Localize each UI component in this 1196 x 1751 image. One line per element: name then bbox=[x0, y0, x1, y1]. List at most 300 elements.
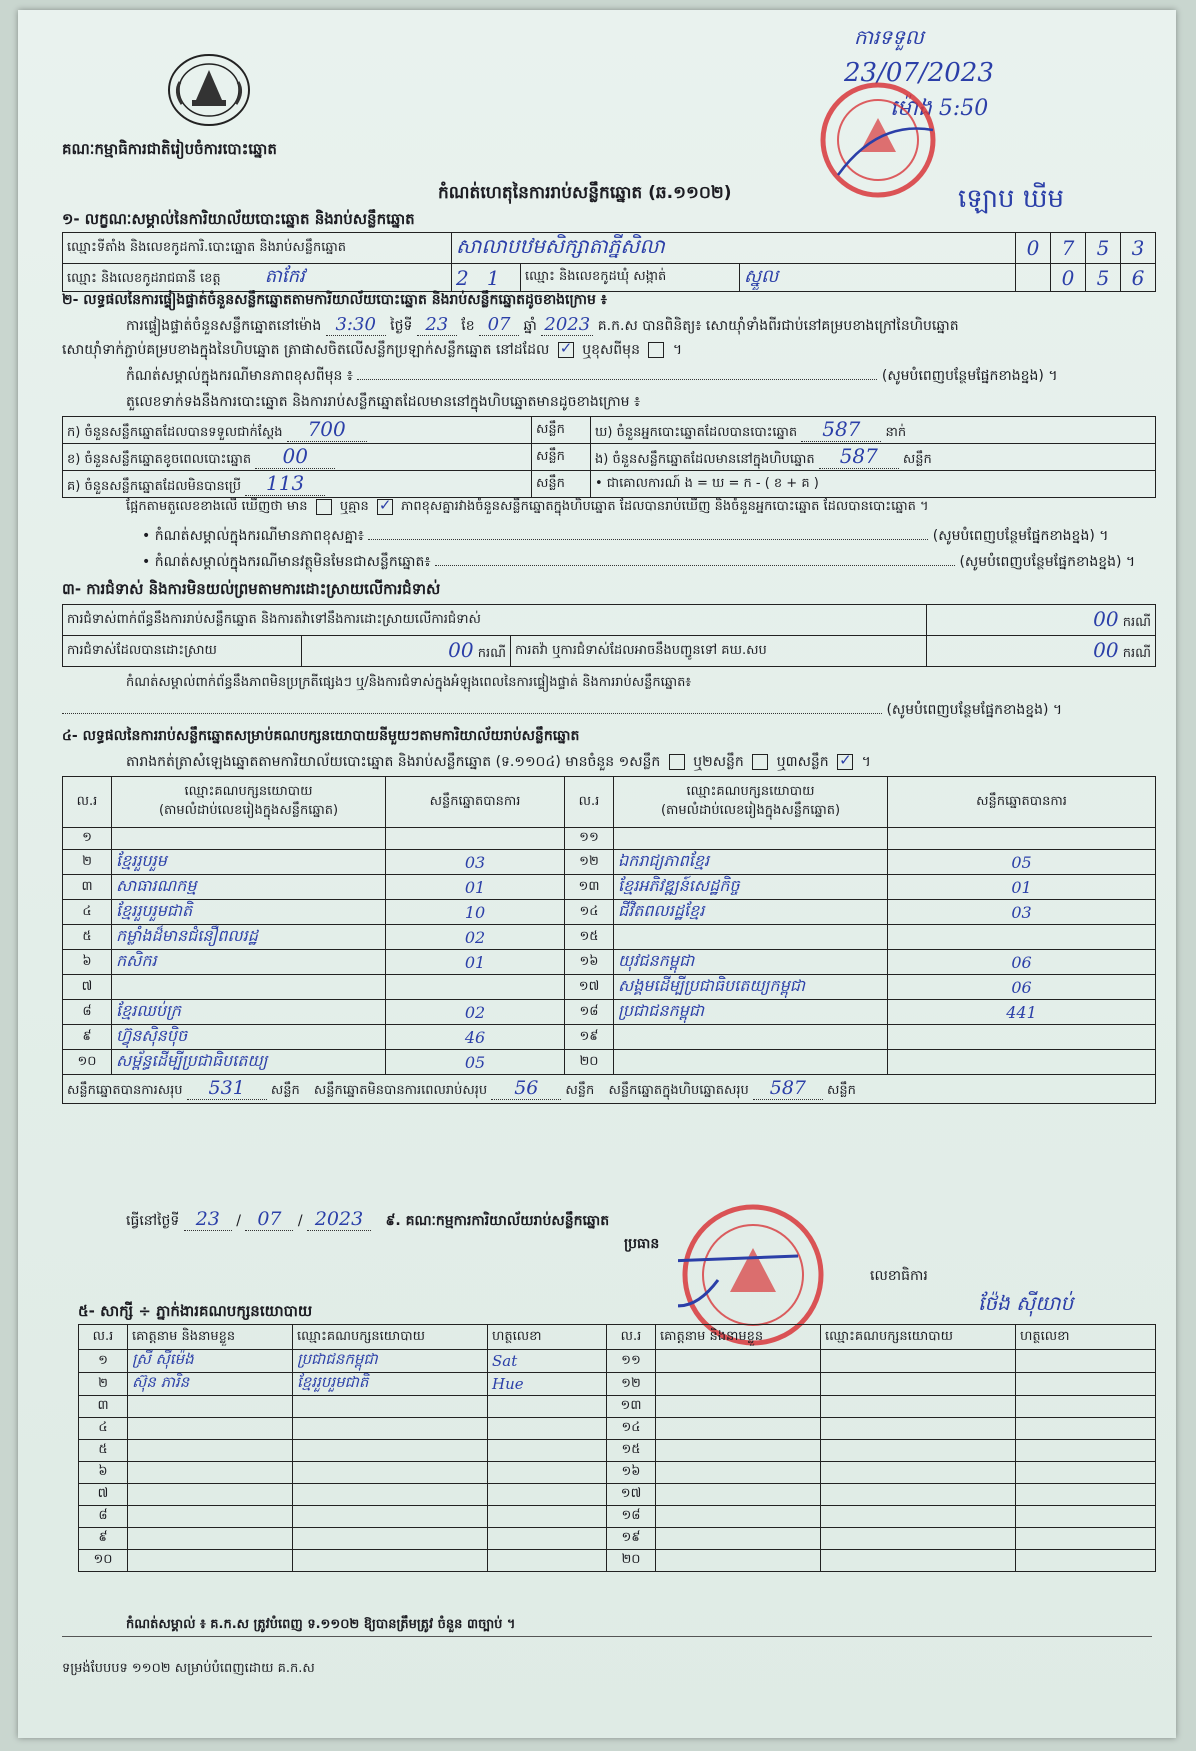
witness-row-number: ៦ bbox=[79, 1462, 128, 1484]
done-on-label: ធ្វើនៅថ្ងៃទី bbox=[126, 1213, 180, 1229]
figure-d-label-text: ឃ) ចំនួនអ្នកបោះឆ្នោតដែលបានបោះឆ្នោត bbox=[595, 425, 798, 440]
done-on-line: ធ្វើនៅថ្ងៃទី 23 / 07 / 2023 ៩. គណៈកម្មការការិយាល័យរាប់សន្លឹកឆ្នោត bbox=[126, 1208, 610, 1230]
month-label: ខែ bbox=[461, 318, 475, 334]
party-row-number: ៨ bbox=[63, 1000, 112, 1025]
province-code bbox=[452, 264, 521, 292]
no-difference-text: ឬគ្មាន bbox=[339, 499, 369, 514]
witness-name bbox=[656, 1373, 821, 1396]
witness-name bbox=[656, 1550, 821, 1572]
forwarded-unit: ករណី bbox=[1122, 646, 1151, 661]
witness-signature bbox=[1016, 1484, 1156, 1506]
total-invalid-unit: សន្លឹក bbox=[565, 1083, 595, 1098]
figure-b-label bbox=[63, 444, 532, 471]
witness-party bbox=[821, 1506, 1016, 1528]
objection-note: កំណត់សម្គាល់ពាក់ព័ន្ធនឹងភាពមិនប្រក្រតីផ្សេងៗ ឬ/និងការជំទាស់ក្នុងអំឡុងពេលនៃការផ្ទៀងផ្ទាត់ និងការរាប់សន្លឹកឆ្នោត៖ bbox=[126, 675, 692, 690]
witness-name bbox=[656, 1418, 821, 1440]
party-row-number: ១០ bbox=[63, 1050, 112, 1075]
witness-row-number: ២ bbox=[79, 1373, 128, 1396]
witness-signature bbox=[488, 1550, 607, 1572]
figure-b-value: 00 bbox=[255, 444, 335, 469]
form-sheet bbox=[18, 10, 1176, 1738]
blank-cell bbox=[1016, 264, 1051, 292]
commune-code-digit: 0 bbox=[1051, 264, 1086, 292]
witness-signature bbox=[488, 1506, 607, 1528]
witness-party bbox=[293, 1462, 488, 1484]
one-sheet-checkbox[interactable] bbox=[669, 754, 685, 770]
table-row bbox=[79, 1506, 1156, 1528]
seal-line: សោយ៉ាំទាក់ភ្ជាប់គម្របខាងក្នុងនៃហិបឆ្នោត ត្រាផាសចិតលើសន្លឹកប្រឡាក់សន្លឹកឆ្នោត នៅដដែល ✓ ឬខុសពីមុន ។ bbox=[62, 340, 682, 361]
party-row-number: ១៨ bbox=[565, 1000, 614, 1025]
province-code-digit: 1 bbox=[486, 265, 500, 290]
witness-table bbox=[78, 1324, 1156, 1572]
col-name-header: គោត្តនាម និងនាមខ្លួន bbox=[656, 1325, 821, 1350]
location-label: ឈ្មោះទីតាំង និងលេខកូដការិ.បោះឆ្នោត និងរាប់សន្លឹកឆ្នោត bbox=[63, 233, 452, 264]
verification-line bbox=[126, 314, 959, 337]
witness-signature: Hue bbox=[488, 1373, 607, 1396]
fake-note-label: • កំណត់សម្គាល់ក្នុងករណីមានវត្ថុមិនមែនជាសន្លឹកឆ្នោត៖ bbox=[142, 554, 431, 570]
party-row-number: ១៥ bbox=[565, 925, 614, 950]
table-row bbox=[79, 1484, 1156, 1506]
province-value: តាកែវ bbox=[264, 266, 305, 287]
party-votes: 01 bbox=[888, 875, 1156, 900]
table-row bbox=[63, 850, 1156, 875]
table-row bbox=[63, 925, 1156, 950]
table-row bbox=[63, 950, 1156, 975]
section2-title: ២- លទ្ធផលនៃការផ្ទៀងផ្ទាត់ចំនួនសន្លឹកឆ្នោតតាមការិយាល័យបោះឆ្នោត និងរាប់សន្លឹកឆ្នោតដូចខាងក្រោម ៖ bbox=[62, 292, 607, 308]
witness-row-number: ១ bbox=[79, 1350, 128, 1373]
total-box-unit: សន្លឹក bbox=[827, 1083, 856, 1098]
witness-row-number: ១១ bbox=[607, 1350, 656, 1373]
witness-signature bbox=[1016, 1528, 1156, 1550]
resolved-count-cell bbox=[302, 636, 511, 667]
witness-row-number: ៣ bbox=[79, 1396, 128, 1418]
total-valid-label: សន្លឹកឆ្នោតបានការសរុប bbox=[67, 1083, 183, 1098]
col-no-header: ល.រ bbox=[63, 777, 112, 828]
total-invalid-label: សន្លឹកឆ្នោតមិនបានការពេលរាប់សរុប bbox=[313, 1083, 488, 1098]
party-row-number: ២០ bbox=[565, 1050, 614, 1075]
witness-name: ស្រី ស៊ីម៉េង bbox=[128, 1350, 293, 1373]
party-votes: 01 bbox=[386, 950, 565, 975]
party-votes bbox=[386, 828, 565, 850]
witness-party: ខ្មែររួបរួមជាតិ bbox=[293, 1373, 488, 1396]
attachment-line: តារាងកត់ត្រាសំឡេងឆ្នោតតាមការិយាល័យបោះឆ្នោត និងរាប់សន្លឹកឆ្នោត (ទ.១១០៤) មានចំនួន ១សន្លឹក ឬ២សន្លឹក ឬ៣សន្លឹក ✓ ។ bbox=[126, 752, 871, 773]
party-row-number: ២ bbox=[63, 850, 112, 875]
party-row-number: ១៧ bbox=[565, 975, 614, 1000]
witness-party bbox=[821, 1440, 1016, 1462]
witness-row-number: ១៥ bbox=[607, 1440, 656, 1462]
table-row bbox=[63, 1000, 1156, 1025]
witness-signature bbox=[1016, 1506, 1156, 1528]
figure-c-label-text: គ) ចំនួនសន្លឹកឆ្នោតដែលមិនបានប្រើ bbox=[67, 479, 241, 494]
party-votes: 01 bbox=[386, 875, 565, 900]
totals-row bbox=[63, 1075, 1156, 1104]
witness-party bbox=[821, 1373, 1016, 1396]
witness-signature bbox=[1016, 1462, 1156, 1484]
party-votes: 05 bbox=[888, 850, 1156, 875]
verification-suffix: គ.ក.ស បានពិនិត្យ៖ សោយ៉ាំទាំងពីរជាប់នៅគម្របខាងក្រៅនៃហិបឆ្នោត bbox=[597, 318, 959, 334]
col-party-header: ឈ្មោះគណបក្សនយោបាយ bbox=[821, 1325, 1016, 1350]
commune-code-digit: 5 bbox=[1086, 264, 1121, 292]
objection-count: 00 bbox=[1093, 607, 1119, 631]
figure-a-label bbox=[63, 417, 532, 444]
party-name bbox=[614, 828, 888, 850]
col-no-header: ល.រ bbox=[79, 1325, 128, 1350]
party-row-number: ១២ bbox=[565, 850, 614, 875]
attachment-text: តារាងកត់ត្រាសំឡេងឆ្នោតតាមការិយាល័យបោះឆ្នោត និងរាប់សន្លឹកឆ្នោត (ទ.១១០៤) មានចំនួន ១សន្លឹក bbox=[126, 754, 661, 770]
reception-date: 23/07/2023 bbox=[844, 58, 994, 88]
witness-party bbox=[293, 1528, 488, 1550]
objection-note-line bbox=[62, 700, 1152, 721]
witness-name bbox=[656, 1396, 821, 1418]
verification-hour: 3:30 bbox=[326, 314, 386, 336]
party-votes bbox=[888, 925, 1156, 950]
objection-count-cell bbox=[927, 605, 1156, 636]
done-day: 23 bbox=[184, 1208, 232, 1231]
col-sign-header: ហត្ថលេខា bbox=[1016, 1325, 1156, 1350]
col-sign-header: ហត្ថលេខា bbox=[488, 1325, 607, 1350]
witness-signature bbox=[1016, 1396, 1156, 1418]
figure-c-unit: សន្លឹក bbox=[532, 471, 591, 498]
footer-divider bbox=[62, 1636, 1152, 1637]
table-row bbox=[63, 828, 1156, 850]
col-party-title: ឈ្មោះគណបក្សនយោបាយ bbox=[184, 784, 313, 799]
col-votes-header: សន្លឹកឆ្នោតបានការ bbox=[386, 777, 565, 828]
witness-party bbox=[821, 1396, 1016, 1418]
reception-number: ការទទួល bbox=[854, 25, 924, 49]
done-month: 07 bbox=[245, 1208, 293, 1231]
col-party-subtitle: (តាមលំដាប់លេខរៀងក្នុងសន្លឹកឆ្នោត) bbox=[158, 803, 339, 818]
party-row-number: ៣ bbox=[63, 875, 112, 900]
commune-value: ស្នួល bbox=[740, 264, 1016, 292]
no-difference-checkbox[interactable] bbox=[377, 499, 393, 515]
location-code-digit: 5 bbox=[1086, 233, 1121, 264]
figure-d-value: 587 bbox=[801, 417, 881, 442]
reception-stamp bbox=[818, 80, 938, 200]
table-row bbox=[63, 900, 1156, 925]
compare-rest-text: ភាពខុសគ្នារវាងចំនួនសន្លឹកឆ្នោតក្នុងហិបឆ្នោត ដែលបានរាប់ឃើញ និងចំនួនអ្នកបោះឆ្នោត ដែលបានបោះឆ្នោត ។ bbox=[401, 499, 929, 514]
province-label bbox=[63, 264, 452, 292]
party-name bbox=[112, 828, 386, 850]
witness-party bbox=[293, 1484, 488, 1506]
witness-party bbox=[821, 1484, 1016, 1506]
witness-row-number: ១២ bbox=[607, 1373, 656, 1396]
unchanged-checkbox[interactable] bbox=[558, 342, 574, 358]
witness-party bbox=[821, 1418, 1016, 1440]
figure-c-label bbox=[63, 471, 532, 498]
verification-year: 2023 bbox=[541, 314, 593, 336]
section3-title: ៣- ការជំទាស់ និងការមិនយល់ព្រមតាមការដោះស្រាយលើការជំទាស់ bbox=[62, 580, 441, 598]
party-name: ឯករាជ្យភាពខ្មែរ bbox=[614, 850, 888, 875]
figure-e-label bbox=[591, 444, 1156, 471]
witness-party bbox=[821, 1350, 1016, 1373]
fill-more-text: (សូមបំពេញបន្ថែមផ្នែកខាងខ្នង) ។ bbox=[959, 554, 1136, 570]
section5-title: ៥- សាក្សី ÷ ភ្នាក់ងារគណបក្សនយោបាយ bbox=[78, 1302, 313, 1320]
witness-party: ប្រជាជនកម្ពុជា bbox=[293, 1350, 488, 1373]
table-row bbox=[79, 1440, 1156, 1462]
figure-a-value: 700 bbox=[287, 417, 367, 442]
three-sheets-text: ឬ៣សន្លឹក bbox=[776, 754, 829, 770]
figure-d-label bbox=[591, 417, 1156, 444]
objection-unit: ករណី bbox=[1122, 615, 1151, 630]
witness-signature bbox=[1016, 1418, 1156, 1440]
figure-e-label-text: ង) ចំនួនសន្លឹកឆ្នោតដែលមាននៅក្នុងហិបឆ្នោត bbox=[595, 452, 815, 467]
two-sheets-text: ឬ២សន្លឹក bbox=[693, 754, 744, 770]
location-value: សាលាបឋមសិក្សាតាភ្នីសិលា bbox=[452, 233, 1016, 264]
figure-e-unit: សន្លឹក bbox=[902, 452, 932, 467]
party-row-number: ១៣ bbox=[565, 875, 614, 900]
day-label: ថ្ងៃទី bbox=[390, 318, 413, 334]
receiver-name: ឡេាប ឃីម bbox=[958, 184, 1065, 214]
witness-row-number: ១០ bbox=[79, 1550, 128, 1572]
party-votes: 02 bbox=[386, 925, 565, 950]
party-row-number: ១៤ bbox=[565, 900, 614, 925]
forwarded-count: 00 bbox=[1093, 638, 1119, 662]
party-name bbox=[614, 925, 888, 950]
witness-row-number: ១៨ bbox=[607, 1506, 656, 1528]
col-party-header: ឈ្មោះគណបក្សនយោបាយ bbox=[293, 1325, 488, 1350]
fake-note bbox=[142, 552, 1142, 573]
party-votes: 03 bbox=[386, 850, 565, 875]
witness-name bbox=[656, 1484, 821, 1506]
witness-signature bbox=[488, 1462, 607, 1484]
party-votes: 02 bbox=[386, 1000, 565, 1025]
col-party-subtitle: (តាមលំដាប់លេខរៀងក្នុងសន្លឹកឆ្នោត) bbox=[660, 803, 841, 818]
party-name: ខ្មែររួបរួម bbox=[112, 850, 386, 875]
party-name: កម្លាំងដ៏មានជំនឿពលរដ្ឋ bbox=[112, 925, 386, 950]
changed-checkbox[interactable] bbox=[648, 342, 664, 358]
section4-title: ៤- លទ្ធផលនៃការរាប់សន្លឹកឆ្នោតសម្រាប់គណបក្សនយោបាយនីមួយៗតាមការិយាល័យរាប់សន្លឹកឆ្នោត bbox=[62, 728, 580, 744]
witness-row-number: ១៤ bbox=[607, 1418, 656, 1440]
party-votes bbox=[888, 828, 1156, 850]
table-row bbox=[79, 1528, 1156, 1550]
party-row-number: ១៦ bbox=[565, 950, 614, 975]
table-row bbox=[79, 1550, 1156, 1572]
witness-name bbox=[128, 1506, 293, 1528]
table-row bbox=[79, 1418, 1156, 1440]
figure-e-value: 587 bbox=[819, 444, 899, 469]
witness-name bbox=[128, 1528, 293, 1550]
col-no-header: ល.រ bbox=[607, 1325, 656, 1350]
table-row bbox=[79, 1350, 1156, 1373]
witness-signature: Sat bbox=[488, 1350, 607, 1373]
witness-row-number: ១៩ bbox=[607, 1528, 656, 1550]
witness-row-number: ៧ bbox=[79, 1484, 128, 1506]
figure-a-label-text: ក) ចំនួនសន្លឹកឆ្នោតដែលបានទទួលជាក់ស្តែង bbox=[67, 425, 283, 440]
col-no-header: ល.រ bbox=[565, 777, 614, 828]
figure-d-unit: នាក់ bbox=[885, 425, 907, 440]
fill-more-text: (សូមបំពេញបន្ថែមផ្នែកខាងខ្នង) ។ bbox=[886, 702, 1063, 718]
objection-label: ការជំទាស់ពាក់ព័ន្ធនឹងការរាប់សន្លឹកឆ្នោត និងការតវ៉ាទៅនឹងការដោះស្រាយលើការជំទាស់ bbox=[63, 605, 927, 636]
party-votes: 06 bbox=[888, 950, 1156, 975]
chair-label: ប្រធាន bbox=[624, 1236, 660, 1252]
witness-signature bbox=[488, 1484, 607, 1506]
party-name: សង្គមដើម្បីប្រជាធិបតេយ្យកម្ពុជា bbox=[614, 975, 888, 1000]
witness-signature bbox=[488, 1528, 607, 1550]
committee-name: គណៈកម្មាធិការជាតិរៀបចំការបោះឆ្នោត bbox=[62, 140, 277, 158]
witness-party bbox=[293, 1418, 488, 1440]
province-label-text: ឈ្មោះ និងលេខកូដរាជធានី ខេត្ត bbox=[67, 271, 221, 286]
party-name: ខ្មែរឈប់ក្រ bbox=[112, 1000, 386, 1025]
table-row bbox=[63, 1050, 1156, 1075]
location-code-digit: 0 bbox=[1016, 233, 1051, 264]
col-party-title: ឈ្មោះគណបក្សនយោបាយ bbox=[686, 784, 815, 799]
witness-name bbox=[128, 1440, 293, 1462]
col-party-header bbox=[614, 777, 888, 828]
diff-note-label: • កំណត់សម្គាល់ក្នុងករណីមានភាពខុសគ្នា៖ bbox=[142, 528, 364, 544]
party-name: សម្ព័ន្ធដើម្បីប្រជាធិបតេយ្យ bbox=[112, 1050, 386, 1075]
location-table bbox=[62, 232, 1156, 292]
col-name-header: គោត្តនាម និងនាមខ្លួន bbox=[128, 1325, 293, 1350]
total-box-value: 587 bbox=[753, 1077, 823, 1100]
witness-signature bbox=[1016, 1440, 1156, 1462]
party-results-table bbox=[62, 776, 1156, 1104]
party-row-number: ១៩ bbox=[565, 1025, 614, 1050]
seal-text: សោយ៉ាំទាក់ភ្ជាប់គម្របខាងក្នុងនៃហិបឆ្នោត ត្រាផាសចិតលើសន្លឹកប្រឡាក់សន្លឹកឆ្នោត នៅដដែល bbox=[62, 342, 550, 358]
party-name: ខ្មែរអភិវឌ្ឍន៍សេដ្ឋកិច្ច bbox=[614, 875, 888, 900]
party-votes: 10 bbox=[386, 900, 565, 925]
table-row bbox=[79, 1396, 1156, 1418]
nec-emblem-logo bbox=[166, 52, 252, 128]
party-name: សាធារណកម្ម bbox=[112, 875, 386, 900]
resolved-unit: ករណី bbox=[477, 646, 506, 661]
total-invalid-value: 56 bbox=[491, 1077, 561, 1100]
witness-name bbox=[128, 1396, 293, 1418]
witness-name bbox=[128, 1462, 293, 1484]
total-valid-unit: សន្លឹក bbox=[270, 1083, 300, 1098]
table-row bbox=[63, 1025, 1156, 1050]
has-difference-checkbox[interactable] bbox=[316, 499, 332, 515]
col-party-header bbox=[112, 777, 386, 828]
witness-name bbox=[656, 1528, 821, 1550]
party-votes bbox=[888, 1050, 1156, 1075]
witness-row-number: ៩ bbox=[79, 1528, 128, 1550]
party-votes: 46 bbox=[386, 1025, 565, 1050]
col-votes-header: សន្លឹកឆ្នោតបានការ bbox=[888, 777, 1156, 828]
resolved-count: 00 bbox=[448, 638, 474, 662]
location-code-digit: 7 bbox=[1051, 233, 1086, 264]
table-row bbox=[63, 975, 1156, 1000]
party-name: ជីវិតពលរដ្ឋខ្មែរ bbox=[614, 900, 888, 925]
formula-text: • ជាគោលការណ៍ ង = ឃ = ក - ( ខ + គ ) bbox=[591, 471, 1156, 498]
witness-name bbox=[656, 1440, 821, 1462]
commune-label: ឈ្មោះ និងលេខកូដឃុំ សង្កាត់ bbox=[521, 264, 740, 292]
party-row-number: ១១ bbox=[565, 828, 614, 850]
witness-row-number: ៤ bbox=[79, 1418, 128, 1440]
figure-c-value: 113 bbox=[245, 471, 325, 496]
witness-party bbox=[821, 1550, 1016, 1572]
party-name bbox=[112, 975, 386, 1000]
witness-row-number: ២០ bbox=[607, 1550, 656, 1572]
witness-signature bbox=[1016, 1550, 1156, 1572]
party-votes bbox=[888, 1025, 1156, 1050]
party-name: ខ្មែររួបរួមជាតិ bbox=[112, 900, 386, 925]
witness-row-number: ១៣ bbox=[607, 1396, 656, 1418]
irregular-label: កំណត់សម្គាល់ក្នុងករណីមានភាពខុសពីមុន ៖ bbox=[126, 368, 353, 384]
total-valid-value: 531 bbox=[187, 1077, 267, 1100]
done-year: 2023 bbox=[307, 1208, 371, 1231]
footer-form-ref: ទម្រង់បែបបទ ១១០២ សម្រាប់បំពេញដោយ គ.ក.ស bbox=[62, 1661, 315, 1676]
commune-code-digit: 6 bbox=[1121, 264, 1156, 292]
secretary-label: លេខាធិការ bbox=[870, 1268, 928, 1284]
party-row-number: ៦ bbox=[63, 950, 112, 975]
witness-party bbox=[821, 1528, 1016, 1550]
fill-more-text: (សូមបំពេញបន្ថែមផ្នែកខាងខ្នង) ។ bbox=[881, 368, 1058, 384]
diff-note bbox=[142, 526, 1142, 547]
reception-time: ម៉ោង 5:50 bbox=[890, 96, 989, 121]
resolved-label: ការជំទាស់ដែលបានដោះស្រាយ bbox=[63, 636, 302, 667]
witness-signature bbox=[1016, 1373, 1156, 1396]
table-row bbox=[79, 1373, 1156, 1396]
form-title: កំណត់ហេតុនៃការរាប់សន្លឹកឆ្នោត (ឆ.១១០២) bbox=[438, 183, 732, 203]
witness-row-number: ១៦ bbox=[607, 1462, 656, 1484]
party-row-number: ៧ bbox=[63, 975, 112, 1000]
section1-title: ១- លក្ខណៈសម្គាល់នៃការិយាល័យបោះឆ្នោត និងរាប់សន្លឹកឆ្នោត bbox=[62, 210, 415, 228]
party-row-number: ៥ bbox=[63, 925, 112, 950]
witness-row-number: ៨ bbox=[79, 1506, 128, 1528]
party-votes: 06 bbox=[888, 975, 1156, 1000]
party-name: កសិករ bbox=[112, 950, 386, 975]
party-row-number: ១ bbox=[63, 828, 112, 850]
verification-prefix: ការផ្ទៀងផ្ទាត់ចំនួនសន្លឹកឆ្នោតនៅម៉ោង bbox=[126, 318, 322, 334]
ballot-figures-table bbox=[62, 416, 1156, 498]
footer-note: កំណត់សម្គាល់ ៖ គ.ក.ស ត្រូវបំពេញ ទ.១១០២ ឱ្យបានត្រឹមត្រូវ ចំនួន ៣ច្បាប់ ។ bbox=[126, 1617, 516, 1632]
party-name bbox=[614, 1025, 888, 1050]
witness-signature bbox=[1016, 1350, 1156, 1373]
forwarded-count-cell bbox=[927, 636, 1156, 667]
compare-text: ផ្អែកតាមតួលេខខាងលើ ឃើញថា មាន bbox=[126, 499, 308, 514]
total-box-label: សន្លឹកឆ្នោតក្នុងហិបឆ្នោតសរុប bbox=[608, 1083, 749, 1098]
witness-name bbox=[656, 1506, 821, 1528]
witness-party bbox=[821, 1462, 1016, 1484]
party-name: យុវជនកម្ពុជា bbox=[614, 950, 888, 975]
witness-signature bbox=[488, 1440, 607, 1462]
witness-party bbox=[293, 1440, 488, 1462]
witness-row-number: ៥ bbox=[79, 1440, 128, 1462]
party-name: ប្រជាជនកម្ពុជា bbox=[614, 1000, 888, 1025]
party-name bbox=[614, 1050, 888, 1075]
party-row-number: ៤ bbox=[63, 900, 112, 925]
party-votes: 441 bbox=[888, 1000, 1156, 1025]
witness-party bbox=[293, 1550, 488, 1572]
table-row bbox=[63, 875, 1156, 900]
figure-a-unit: សន្លឹក bbox=[532, 417, 591, 444]
party-votes: 05 bbox=[386, 1050, 565, 1075]
party-name: ហ៊្វុនស៊ិនប៉ិច bbox=[112, 1025, 386, 1050]
irregular-note bbox=[126, 366, 1146, 387]
witness-name bbox=[128, 1484, 293, 1506]
verification-month: 07 bbox=[479, 314, 519, 336]
three-sheets-checkbox[interactable] bbox=[837, 754, 853, 770]
table-row bbox=[79, 1462, 1156, 1484]
compare-line bbox=[126, 498, 929, 517]
witness-party bbox=[293, 1396, 488, 1418]
witness-signature bbox=[488, 1418, 607, 1440]
forwarded-label: ការតវ៉ា ឬការជំទាស់ដែលអាចនឹងបញ្ជូនទៅ គឃ.សប bbox=[511, 636, 927, 667]
location-code-digit: 3 bbox=[1121, 233, 1156, 264]
fill-more-text: (សូមបំពេញបន្ថែមផ្នែកខាងខ្នង) ។ bbox=[932, 528, 1109, 544]
table-intro: តួលេខទាក់ទងនឹងការបោះឆ្នោត និងការរាប់សន្លឹកឆ្នោតដែលមាននៅក្នុងហិបឆ្នោតមានដូចខាងក្រោម ៖ bbox=[126, 394, 641, 410]
figure-b-label-text: ខ) ចំនួនសន្លឹកឆ្នោតខូចពេលបោះឆ្នោត bbox=[67, 452, 252, 467]
year-label: ឆ្នាំ bbox=[523, 318, 537, 334]
witness-signature bbox=[488, 1396, 607, 1418]
two-sheets-checkbox[interactable] bbox=[752, 754, 768, 770]
figure-b-unit: សន្លឹក bbox=[532, 444, 591, 471]
committee-line: ៩. គណៈកម្មការការិយាល័យរាប់សន្លឹកឆ្នោត bbox=[385, 1213, 610, 1229]
witness-name bbox=[128, 1418, 293, 1440]
party-votes bbox=[386, 975, 565, 1000]
party-row-number: ៩ bbox=[63, 1025, 112, 1050]
verification-day: 23 bbox=[417, 314, 457, 336]
